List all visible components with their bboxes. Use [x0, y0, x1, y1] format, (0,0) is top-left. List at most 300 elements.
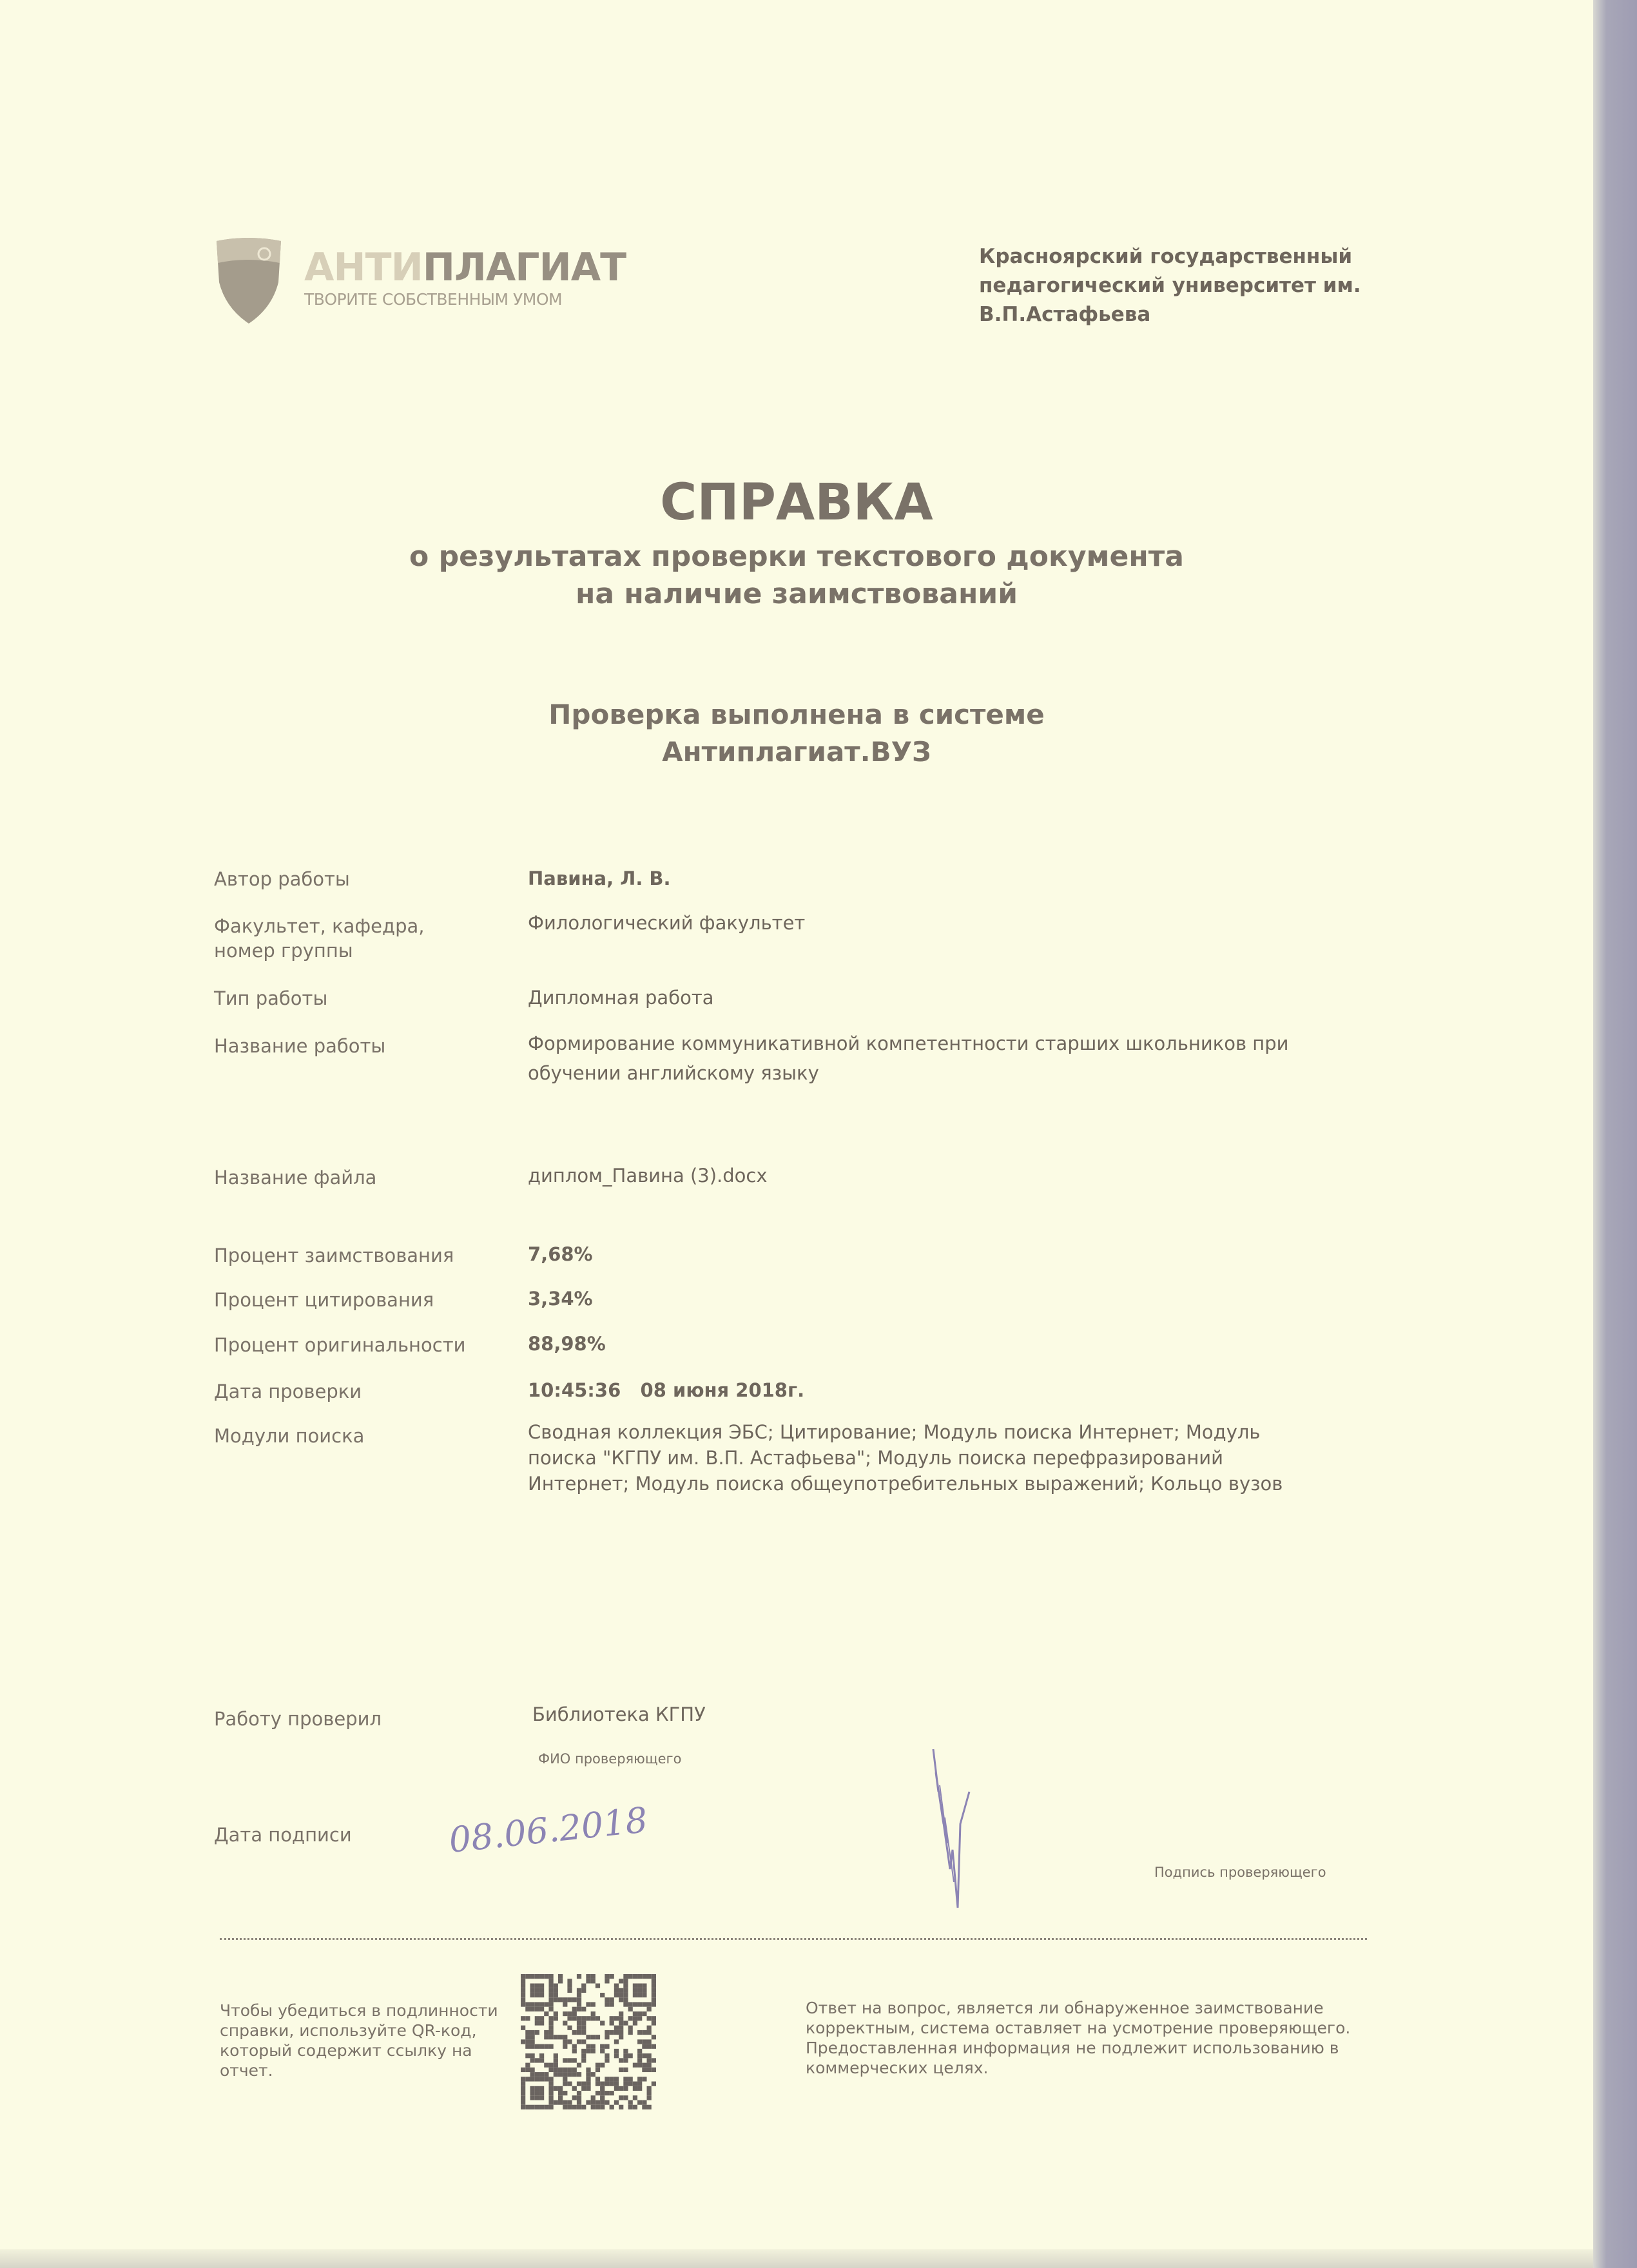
qr-module: [535, 2030, 539, 2035]
qr-module: [521, 2100, 525, 2105]
qr-module: [610, 2030, 614, 2035]
qr-module: [521, 2068, 525, 2072]
qr-module: [530, 2072, 534, 2077]
qr-module: [637, 2086, 642, 2091]
qr-module: [614, 1993, 619, 1997]
qr-module: [600, 2095, 605, 2100]
logo-part2: ПЛАГИАТ: [422, 245, 626, 290]
qr-module: [637, 1988, 642, 1993]
qr-module: [521, 1983, 525, 1988]
qr-module: [544, 1974, 548, 1979]
qr-module: [530, 1993, 534, 1997]
qr-module: [605, 2035, 609, 2039]
qr-module: [596, 1983, 600, 1988]
qr-module: [548, 2026, 553, 2030]
qr-module: [610, 1974, 614, 1979]
qr-module: [619, 2030, 623, 2035]
qr-module: [535, 2016, 539, 2021]
qr-module: [581, 1988, 586, 1993]
qr-module: [637, 1993, 642, 1997]
qr-module: [605, 2058, 609, 2062]
qr-module: [567, 2105, 572, 2109]
qr-module: [642, 1988, 646, 1993]
qr-module: [591, 2100, 596, 2105]
qr-module: [642, 2039, 646, 2044]
qr-module: [596, 2035, 600, 2039]
qr-module: [554, 2072, 558, 2077]
qr-module: [539, 2007, 544, 2011]
qr-module: [610, 2016, 614, 2021]
qr-module: [554, 2058, 558, 2062]
qr-module: [628, 2026, 633, 2030]
qr-module: [647, 2086, 652, 2091]
qr-module: [563, 2058, 567, 2062]
qr-module: [558, 2100, 563, 2105]
qr-module: [539, 2053, 544, 2058]
qr-module: [633, 1974, 637, 1979]
qr-module: [577, 2091, 581, 2095]
qr-module: [535, 2072, 539, 2077]
qr-module: [548, 2002, 553, 2006]
qr-module: [548, 2082, 553, 2086]
qr-module: [525, 2077, 530, 2081]
qr-module: [642, 2002, 646, 2006]
qr-module: [535, 1983, 539, 1988]
qr-module: [525, 2039, 530, 2044]
qr-module: [535, 1988, 539, 1993]
qr-module: [623, 2068, 628, 2072]
check-date-label: Дата проверки: [214, 1381, 362, 1402]
qr-module: [554, 1997, 558, 2002]
qr-module: [600, 2082, 605, 2086]
qr-module: [572, 2072, 577, 2077]
qr-module: [633, 2105, 637, 2109]
qr-module: [525, 2035, 530, 2039]
qr-module: [572, 2016, 577, 2021]
qr-module: [596, 2063, 600, 2068]
qr-module: [572, 2058, 577, 2062]
qr-module: [572, 2095, 577, 2100]
qr-module: [614, 2053, 619, 2058]
document-subtitle: [0, 538, 1593, 613]
qr-module: [619, 1979, 623, 1983]
antiplagiat-shield-icon: [214, 237, 284, 325]
qr-module: [591, 1979, 596, 1983]
check-date-value: 10:45:36 08 июня 2018г.: [528, 1379, 805, 1401]
qr-module: [521, 2091, 525, 2095]
qr-module: [647, 2068, 652, 2072]
qr-module: [581, 2026, 586, 2030]
qr-module: [586, 2086, 590, 2091]
qr-module: [647, 2058, 652, 2062]
qr-module: [548, 1983, 553, 1988]
qr-code-icon[interactable]: [521, 1974, 656, 2109]
work-type-value: Дипломная работа: [528, 987, 714, 1009]
qr-module: [572, 2030, 577, 2035]
qr-module: [628, 2082, 633, 2086]
qr-module: [633, 2095, 637, 2100]
qr-module: [539, 2016, 544, 2021]
qr-module: [530, 1974, 534, 1979]
scan-edge-bottom: [0, 2249, 1593, 2268]
qr-module: [539, 1974, 544, 1979]
qr-module: [614, 2100, 619, 2105]
file-name-value: диплом_Павина (3).docx: [528, 1165, 768, 1187]
qr-module: [642, 2105, 646, 2109]
qr-module: [554, 2035, 558, 2039]
qr-module: [567, 2068, 572, 2072]
qr-module: [554, 2100, 558, 2105]
qr-module: [591, 2095, 596, 2100]
qr-module: [628, 2002, 633, 2006]
qr-module: [558, 2072, 563, 2077]
qr-module: [652, 1997, 656, 2002]
qr-module: [637, 2002, 642, 2006]
qr-module: [623, 1993, 628, 1997]
qr-module: [647, 1974, 652, 1979]
qr-module: [623, 2053, 628, 2058]
qr-module: [572, 1997, 577, 2002]
qr-module: [647, 2007, 652, 2011]
qr-module: [577, 2030, 581, 2035]
qr-module: [577, 1988, 581, 1993]
qr-module: [619, 2021, 623, 2025]
qr-module: [539, 2058, 544, 2062]
qr-module: [614, 2016, 619, 2021]
qr-module: [521, 1997, 525, 2002]
qr-module: [581, 2082, 586, 2086]
qr-module: [535, 2105, 539, 2109]
document-title: СПРАВКА: [660, 474, 933, 532]
checker-name-caption: ФИО проверяющего: [538, 1751, 682, 1767]
qr-module: [548, 1974, 553, 1979]
qr-module: [544, 2035, 548, 2039]
qr-module: [548, 2068, 553, 2072]
qr-module: [591, 2002, 596, 2006]
qr-module: [567, 2100, 572, 2105]
qr-module: [521, 2016, 525, 2021]
qr-module: [535, 2044, 539, 2049]
modules-label: Модули поиска: [214, 1425, 365, 1447]
qr-module: [548, 2044, 553, 2049]
qr-module: [637, 1983, 642, 1988]
qr-module: [567, 1983, 572, 1988]
sign-date-label: Дата подписи: [214, 1824, 352, 1846]
qr-module: [577, 2021, 581, 2025]
qr-module: [591, 1974, 596, 1979]
originality-value: 88,98%: [528, 1333, 606, 1355]
qr-module: [539, 2072, 544, 2077]
qr-module: [548, 1993, 553, 1997]
qr-module: [525, 2063, 530, 2068]
qr-module: [558, 1997, 563, 2002]
work-title-label: Название работы: [214, 1035, 386, 1057]
system-line: Проверка выполнена в системе: [548, 699, 1045, 730]
qr-module: [600, 2091, 605, 2095]
qr-module: [558, 2086, 563, 2091]
system-info: [0, 696, 1593, 771]
qr-module: [652, 1993, 656, 1997]
work-title-value: Формирование коммуникативной компетентности старших школьников при обучении английскому языку: [528, 1032, 1289, 1084]
qr-module: [563, 2100, 567, 2105]
qr-module: [614, 1988, 619, 1993]
qr-module: [544, 2030, 548, 2035]
qr-module: [567, 2011, 572, 2016]
qr-module: [539, 2044, 544, 2049]
qr-module: [530, 2058, 534, 2062]
divider: [220, 1938, 1367, 1940]
qr-module: [600, 2044, 605, 2049]
qr-module: [628, 2030, 633, 2035]
qr-module: [619, 2068, 623, 2072]
qr-module: [633, 1993, 637, 1997]
qr-module: [586, 2049, 590, 2053]
qr-module: [623, 2002, 628, 2006]
qr-module: [548, 2016, 553, 2021]
qr-module: [539, 2095, 544, 2100]
qr-module: [605, 2030, 609, 2035]
qr-module: [586, 2082, 590, 2086]
qr-module: [525, 1974, 530, 1979]
qr-module: [572, 2044, 577, 2049]
qr-module: [577, 1993, 581, 1997]
qr-module: [642, 1974, 646, 1979]
qr-module: [563, 2068, 567, 2072]
qr-module: [586, 1974, 590, 1979]
qr-module: [623, 2049, 628, 2053]
qr-module: [581, 2016, 586, 2021]
qr-module: [572, 2049, 577, 2053]
qr-module: [605, 2077, 609, 2081]
qr-module: [647, 2030, 652, 2035]
qr-module: [558, 1974, 563, 1979]
qr-module: [591, 2049, 596, 2053]
qr-module: [544, 2011, 548, 2016]
qr-module: [652, 2082, 656, 2086]
qr-module: [633, 2016, 637, 2021]
qr-module: [539, 1983, 544, 1988]
qr-module: [614, 1983, 619, 1988]
qr-module: [623, 2086, 628, 2091]
qr-module: [521, 2086, 525, 2091]
qr-module: [558, 2068, 563, 2072]
qr-module: [577, 1997, 581, 2002]
qr-module: [642, 2068, 646, 2072]
qr-module: [535, 2077, 539, 2081]
qr-module: [642, 2100, 646, 2105]
qr-module: [548, 2035, 553, 2039]
qr-module: [544, 2002, 548, 2006]
qr-module: [544, 2044, 548, 2049]
qr-module: [577, 2002, 581, 2006]
qr-module: [637, 2077, 642, 2081]
qr-module: [596, 2016, 600, 2021]
qr-module: [623, 2021, 628, 2025]
qr-module: [521, 1988, 525, 1993]
qr-module: [530, 2068, 534, 2072]
qr-module: [591, 2044, 596, 2049]
originality-label: Процент оригинальности: [214, 1334, 466, 1356]
qr-module: [619, 2026, 623, 2030]
qr-module: [544, 2072, 548, 2077]
qr-module: [647, 2044, 652, 2049]
qr-module: [619, 2011, 623, 2016]
qr-module: [637, 2058, 642, 2062]
qr-module: [554, 2063, 558, 2068]
qr-module: [633, 1988, 637, 1993]
qr-module: [610, 2091, 614, 2095]
qr-module: [572, 2068, 577, 2072]
qr-module: [623, 1997, 628, 2002]
qr-module: [610, 2105, 614, 2109]
subtitle-line: о результатах проверки текстового документа: [409, 540, 1184, 573]
qr-module: [530, 2095, 534, 2100]
qr-module: [614, 2086, 619, 2091]
qr-module: [586, 2002, 590, 2006]
qr-module: [539, 1993, 544, 1997]
qr-module: [525, 2068, 530, 2072]
qr-module: [581, 1983, 586, 1988]
qr-module: [558, 1979, 563, 1983]
qr-module: [525, 2044, 530, 2049]
qr-module: [577, 2039, 581, 2044]
qr-module: [628, 2105, 633, 2109]
qr-module: [567, 1997, 572, 2002]
borrowing-label: Процент заимствования: [214, 1245, 454, 1266]
qr-module: [642, 2011, 646, 2016]
qr-module: [563, 2021, 567, 2025]
qr-module: [567, 2039, 572, 2044]
qr-module: [548, 2091, 553, 2095]
antiplagiat-logo-text: [304, 245, 626, 290]
qr-module: [563, 1997, 567, 2002]
qr-module: [535, 1974, 539, 1979]
qr-module: [652, 2016, 656, 2021]
qr-module: [539, 2091, 544, 2095]
qr-module: [525, 2105, 530, 2109]
qr-module: [605, 2002, 609, 2006]
qr-module: [633, 2086, 637, 2091]
qr-module: [567, 2072, 572, 2077]
qr-module: [577, 2026, 581, 2030]
qr-module: [600, 2100, 605, 2105]
qr-module: [596, 2068, 600, 2072]
citation-label: Процент цитирования: [214, 1289, 434, 1311]
qr-module: [581, 2058, 586, 2062]
qr-module: [530, 2035, 534, 2039]
qr-module: [637, 2053, 642, 2058]
qr-module: [521, 2077, 525, 2081]
qr-module: [567, 1988, 572, 1993]
qr-module: [614, 2082, 619, 2086]
qr-module: [530, 2105, 534, 2109]
qr-module: [581, 2007, 586, 2011]
qr-module: [577, 1974, 581, 1979]
qr-module: [614, 2030, 619, 2035]
qr-module: [600, 2021, 605, 2025]
qr-module: [652, 1974, 656, 1979]
qr-module: [577, 2063, 581, 2068]
qr-module: [548, 2021, 553, 2025]
qr-module: [623, 1974, 628, 1979]
qr-module: [544, 2077, 548, 2081]
qr-module: [539, 2002, 544, 2006]
qr-module: [554, 2086, 558, 2091]
qr-module: [530, 2030, 534, 2035]
qr-module: [554, 2068, 558, 2072]
qr-module: [596, 2091, 600, 2095]
qr-module: [554, 1993, 558, 1997]
qr-module: [535, 2007, 539, 2011]
logo-tagline: ТВОРИТЕ СОБСТВЕННЫМ УМОМ: [304, 290, 563, 309]
qr-module: [586, 2016, 590, 2021]
qr-module: [548, 2077, 553, 2081]
qr-module: [647, 2091, 652, 2095]
qr-module: [637, 2063, 642, 2068]
qr-module: [581, 2039, 586, 2044]
qr-module: [563, 2035, 567, 2039]
qr-module: [596, 2077, 600, 2081]
qr-module: [535, 2058, 539, 2062]
qr-module: [637, 2082, 642, 2086]
qr-module: [637, 2030, 642, 2035]
qr-module: [525, 2016, 530, 2021]
qr-module: [591, 2011, 596, 2016]
qr-module: [642, 2063, 646, 2068]
qr-module: [619, 2105, 623, 2109]
qr-module: [652, 1979, 656, 1983]
qr-module: [614, 2049, 619, 2053]
qr-module: [567, 2082, 572, 2086]
qr-module: [577, 2105, 581, 2109]
qr-module: [544, 2063, 548, 2068]
qr-module: [610, 2021, 614, 2025]
qr-module: [525, 2007, 530, 2011]
qr-module: [586, 2068, 590, 2072]
qr-module: [652, 2058, 656, 2062]
qr-module: [628, 2077, 633, 2081]
qr-module: [600, 1993, 605, 1997]
qr-module: [572, 2105, 577, 2109]
qr-module: [567, 1979, 572, 1983]
qr-module: [619, 1993, 623, 1997]
qr-module: [530, 2044, 534, 2049]
qr-module: [535, 2086, 539, 2091]
qr-module: [563, 2011, 567, 2016]
qr-module: [563, 2082, 567, 2086]
qr-module: [605, 2100, 609, 2105]
qr-module: [605, 2082, 609, 2086]
qr-module: [652, 2068, 656, 2072]
faculty-label: Факультет, кафедра, номер группы: [214, 915, 425, 962]
author-label: Автор работы: [214, 868, 350, 890]
qr-module: [581, 2086, 586, 2091]
qr-module: [563, 2091, 567, 2095]
qr-module: [647, 2053, 652, 2058]
qr-module: [628, 2053, 633, 2058]
qr-module: [633, 2021, 637, 2025]
qr-module: [581, 2049, 586, 2053]
scan-edge-right: [1593, 0, 1637, 2268]
qr-module: [558, 2035, 563, 2039]
qr-module: [548, 2030, 553, 2035]
qr-module: [521, 1974, 525, 1979]
qr-module: [539, 2077, 544, 2081]
qr-module: [539, 2105, 544, 2109]
signature-icon: [922, 1747, 999, 1914]
qr-module: [628, 2016, 633, 2021]
qr-module: [554, 2053, 558, 2058]
